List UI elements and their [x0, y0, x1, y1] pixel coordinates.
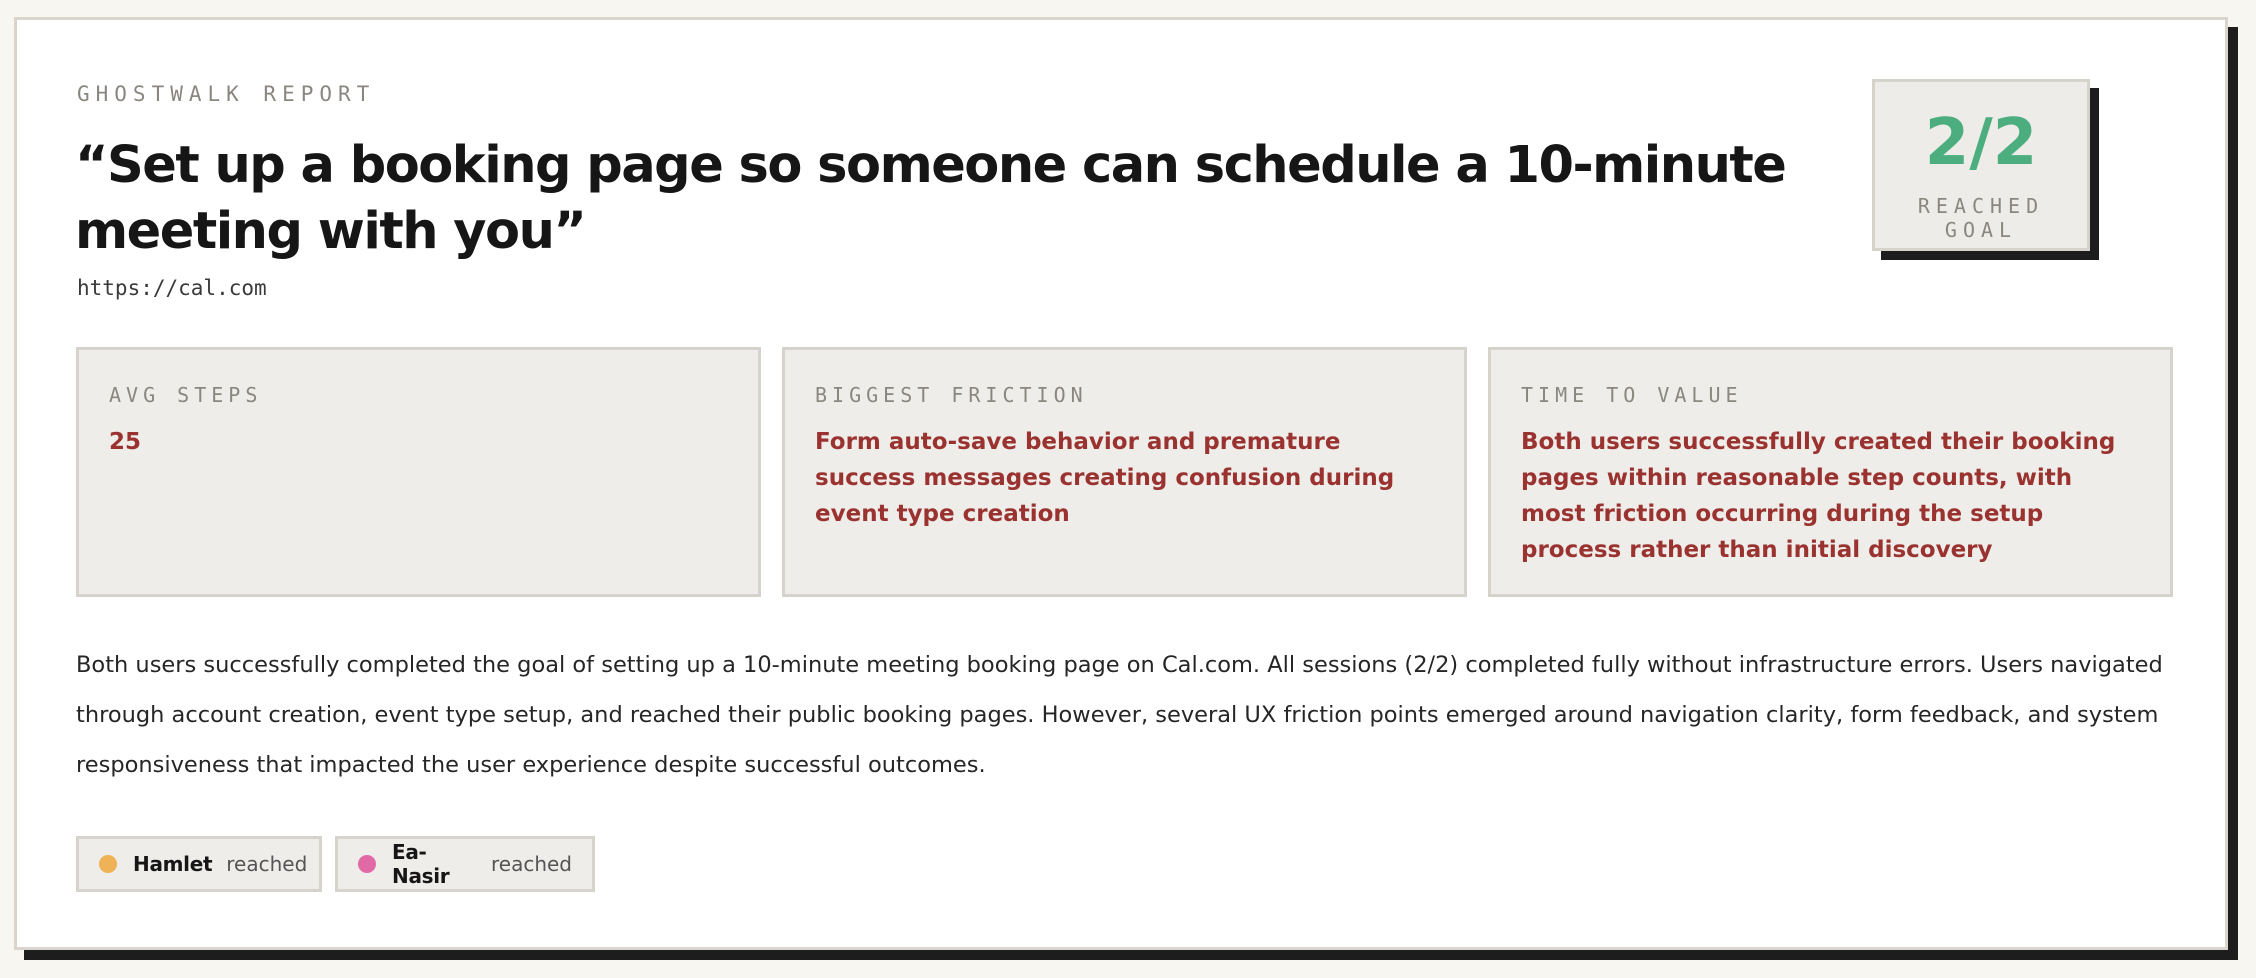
persona-chip-ea-nasir[interactable]	[335, 836, 595, 892]
persona-color-dot	[99, 855, 117, 873]
metric-label: AVG STEPS	[109, 383, 263, 407]
report-title: “Set up a booking page so someone can schedule a 10-minute meeting with you”	[75, 136, 1786, 261]
metric-label: BIGGEST FRICTION	[815, 383, 1088, 407]
report-eyebrow: GHOSTWALK REPORT	[77, 82, 376, 106]
goal-score-label: REACHED GOAL	[1917, 194, 2045, 242]
report-card	[14, 17, 2228, 950]
metric-biggest-friction	[782, 347, 1467, 597]
persona-color-dot	[358, 855, 376, 873]
report-summary: Both users successfully completed the goal of setting up a 10-minute meeting booking page on Cal.com. All sessions (2/2) completed fully without infrastructure errors. Users navigated through account creation, event type setup, and reached their public booking pages. However, several UX friction points emerged around navigation clarity, form feedback, and system responsiveness that impacted the user experience despite successful outcomes.	[76, 652, 2163, 778]
goal-score-card	[1872, 79, 2090, 251]
report-url: https://cal.com	[77, 276, 267, 300]
metric-avg-steps	[76, 347, 761, 597]
persona-chip-hamlet[interactable]	[76, 836, 322, 892]
persona-status: reached	[226, 852, 308, 876]
metric-value: Form auto-save behavior and premature success messages creating confusion during event type creation	[815, 429, 1395, 527]
persona-status: reached	[490, 852, 572, 876]
goal-score-value: 2/2	[1924, 106, 2038, 180]
metric-value: 25	[109, 429, 142, 455]
persona-name: Hamlet	[133, 852, 213, 876]
metric-label: TIME TO VALUE	[1521, 383, 1743, 407]
persona-name: Ea-Nasir	[392, 840, 450, 888]
metric-time-to-value	[1488, 347, 2173, 597]
metric-value: Both users successfully created their booking pages within reasonable step counts, with most friction occurring during the setup process rather than initial discovery	[1521, 429, 2116, 563]
